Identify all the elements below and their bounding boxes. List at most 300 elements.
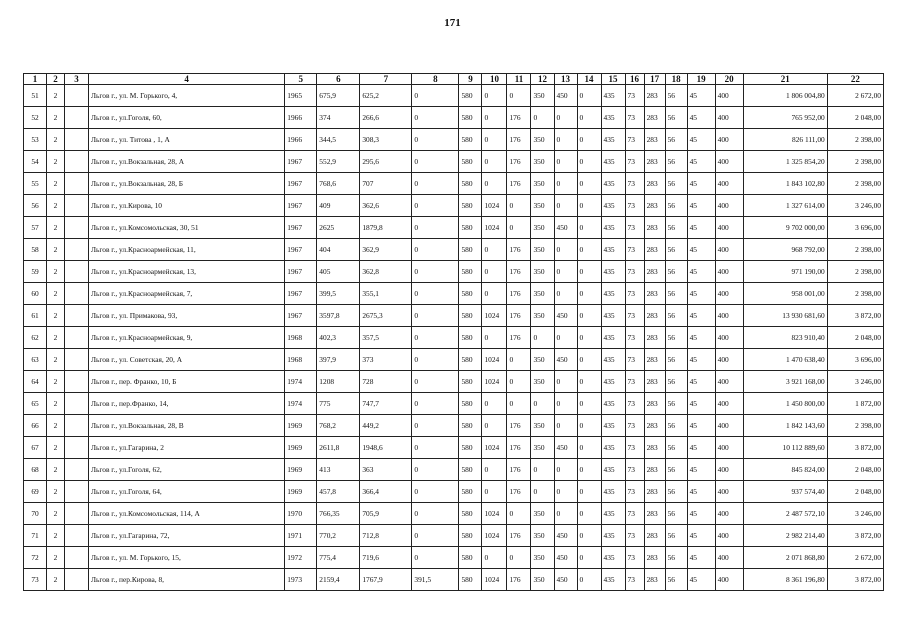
table-cell (65, 283, 89, 305)
table-cell: 0 (554, 371, 577, 393)
table-cell: 1 843 102,80 (743, 173, 827, 195)
table-cell: Льгов г., ул.Гоголя, 64, (89, 481, 285, 503)
table-cell: 435 (601, 371, 625, 393)
table-row (24, 173, 884, 195)
table-cell: 2 (47, 261, 65, 283)
table-cell: 1 450 800,00 (743, 393, 827, 415)
table-cell: 0 (507, 349, 531, 371)
table-cell (65, 525, 89, 547)
table-cell: 0 (531, 481, 554, 503)
table-cell: 3 246,00 (827, 371, 883, 393)
table-cell: 283 (644, 371, 665, 393)
table-cell: 409 (317, 195, 360, 217)
table-cell: 350 (531, 569, 554, 591)
table-cell: 283 (644, 437, 665, 459)
table-cell: 176 (507, 481, 531, 503)
table-cell: Льгов г., ул.Красноармейская, 7, (89, 283, 285, 305)
table-row (24, 195, 884, 217)
table-cell: 0 (531, 107, 554, 129)
table-cell: 52 (24, 107, 47, 129)
table-cell: 59 (24, 261, 47, 283)
table-cell: 0 (412, 393, 459, 415)
table-row (24, 85, 884, 107)
table-cell: 2 (47, 525, 65, 547)
table-row (24, 547, 884, 569)
table-cell: 400 (715, 85, 743, 107)
table-cell: 176 (507, 327, 531, 349)
table-cell: 2 (47, 459, 65, 481)
table-cell: 45 (687, 459, 715, 481)
table-cell: 0 (482, 481, 507, 503)
column-header: 6 (317, 74, 360, 85)
table-cell: 1969 (285, 415, 317, 437)
table-cell (65, 151, 89, 173)
table-cell: 308,3 (360, 129, 412, 151)
table-cell: 971 190,00 (743, 261, 827, 283)
table-cell: Льгов г., ул.Комсомольская, 30, 51 (89, 217, 285, 239)
table-cell: 10 112 889,60 (743, 437, 827, 459)
table-cell: 2 398,00 (827, 415, 883, 437)
table-cell: 435 (601, 503, 625, 525)
table-cell: 362,8 (360, 261, 412, 283)
table-cell: 1024 (482, 349, 507, 371)
table-cell: Льгов г., ул.Красноармейская, 13, (89, 261, 285, 283)
table-cell: 580 (459, 349, 482, 371)
table-cell: 2 (47, 327, 65, 349)
table-cell: 0 (507, 547, 531, 569)
table-cell: 176 (507, 525, 531, 547)
table-row (24, 415, 884, 437)
table-cell: 45 (687, 261, 715, 283)
table-cell: 707 (360, 173, 412, 195)
table-cell: 0 (482, 173, 507, 195)
table-cell: 625,2 (360, 85, 412, 107)
table-cell: 580 (459, 481, 482, 503)
table-cell: 768,2 (317, 415, 360, 437)
table-cell: 73 (625, 107, 644, 129)
table-cell: 13 930 681,60 (743, 305, 827, 327)
table-cell: 56 (665, 525, 687, 547)
table-cell: 64 (24, 371, 47, 393)
table-cell: Льгов г., ул.Вокзальная, 28, В (89, 415, 285, 437)
table-cell: 350 (531, 261, 554, 283)
table-cell: 73 (625, 393, 644, 415)
table-cell: 70 (24, 503, 47, 525)
column-header: 1 (24, 74, 47, 85)
table-cell: 435 (601, 393, 625, 415)
table-cell: 56 (665, 437, 687, 459)
table-cell (65, 195, 89, 217)
table-cell: 2159,4 (317, 569, 360, 591)
table-cell: 400 (715, 371, 743, 393)
table-cell: 62 (24, 327, 47, 349)
table-cell: 400 (715, 349, 743, 371)
table-cell: 56 (665, 283, 687, 305)
table-cell: 73 (625, 151, 644, 173)
table-cell: Льгов г., ул.Кирова, 10 (89, 195, 285, 217)
table-cell: 8 361 196,80 (743, 569, 827, 591)
table-cell: 958 001,00 (743, 283, 827, 305)
table-cell: Льгов г., ул.Комсомольская, 114, А (89, 503, 285, 525)
table-row (24, 129, 884, 151)
table-cell: 176 (507, 151, 531, 173)
table-row (24, 503, 884, 525)
table-row (24, 525, 884, 547)
table-cell: 176 (507, 305, 531, 327)
table-cell: 435 (601, 107, 625, 129)
table-cell: 766,35 (317, 503, 360, 525)
table-row (24, 283, 884, 305)
table-cell: 2 (47, 239, 65, 261)
table-cell: 350 (531, 129, 554, 151)
table-cell: 0 (482, 283, 507, 305)
table-cell: 0 (412, 305, 459, 327)
table-cell: 0 (577, 415, 601, 437)
table-cell: 362,6 (360, 195, 412, 217)
table-cell: 450 (554, 349, 577, 371)
table-cell: 0 (412, 129, 459, 151)
table-cell: 0 (412, 437, 459, 459)
column-header: 16 (625, 74, 644, 85)
table-cell: 580 (459, 371, 482, 393)
table-cell: 45 (687, 107, 715, 129)
column-header: 14 (577, 74, 601, 85)
table-row (24, 107, 884, 129)
table-cell: 73 (625, 371, 644, 393)
table-cell: 283 (644, 217, 665, 239)
table-cell: 0 (412, 459, 459, 481)
table-cell: 400 (715, 503, 743, 525)
table-cell: 73 (625, 283, 644, 305)
table-cell: 350 (531, 437, 554, 459)
table-cell: 1208 (317, 371, 360, 393)
table-cell: 0 (482, 239, 507, 261)
table-cell: 2 (47, 283, 65, 305)
table-cell: 826 111,00 (743, 129, 827, 151)
table-cell: Льгов г., ул.Вокзальная, 28, Б (89, 173, 285, 195)
table-cell: 1974 (285, 371, 317, 393)
table-cell: 0 (482, 85, 507, 107)
table-cell: 1024 (482, 503, 507, 525)
table-cell (65, 261, 89, 283)
table-cell: 0 (531, 393, 554, 415)
table-cell: 2 (47, 217, 65, 239)
table-cell: 2 048,00 (827, 459, 883, 481)
table-cell: 350 (531, 371, 554, 393)
table-cell: 73 (625, 459, 644, 481)
table-cell: 350 (531, 85, 554, 107)
table-cell: 400 (715, 195, 743, 217)
table-cell: 176 (507, 173, 531, 195)
table-cell: 2 (47, 437, 65, 459)
table-cell: 374 (317, 107, 360, 129)
table-cell: 0 (554, 415, 577, 437)
table-cell: 0 (554, 195, 577, 217)
table-cell: 0 (412, 107, 459, 129)
table-cell: 56 (665, 239, 687, 261)
table-cell (65, 503, 89, 525)
table-cell: 350 (531, 217, 554, 239)
table-cell: 450 (554, 85, 577, 107)
table-cell: 823 910,40 (743, 327, 827, 349)
table-cell: 73 (625, 415, 644, 437)
table-cell: 71 (24, 525, 47, 547)
table-cell (65, 107, 89, 129)
table-cell: 3 696,00 (827, 349, 883, 371)
table-cell: 0 (482, 151, 507, 173)
table-cell: 580 (459, 415, 482, 437)
table-cell: 0 (412, 503, 459, 525)
table-cell: 705,9 (360, 503, 412, 525)
table-cell: 405 (317, 261, 360, 283)
table-row (24, 217, 884, 239)
table-cell: 2 (47, 305, 65, 327)
table-cell: 435 (601, 85, 625, 107)
table-cell: 366,4 (360, 481, 412, 503)
table-cell (65, 547, 89, 569)
table-cell: 580 (459, 85, 482, 107)
table-cell: 0 (554, 107, 577, 129)
table-cell: 2 048,00 (827, 107, 883, 129)
table-cell: 0 (554, 283, 577, 305)
table-cell: 176 (507, 283, 531, 305)
table-cell: 728 (360, 371, 412, 393)
header-row (24, 74, 884, 85)
table-cell: 3597,8 (317, 305, 360, 327)
table-cell: 350 (531, 283, 554, 305)
table-cell: 1948,6 (360, 437, 412, 459)
table-cell: 283 (644, 85, 665, 107)
table-cell: 580 (459, 305, 482, 327)
table-body (24, 85, 884, 591)
table-cell: 1967 (285, 217, 317, 239)
table-cell: 45 (687, 569, 715, 591)
table-cell (65, 173, 89, 195)
table-cell: 450 (554, 547, 577, 569)
housing-register-table (23, 73, 884, 591)
table-cell: 0 (507, 371, 531, 393)
table-cell: 0 (577, 525, 601, 547)
table-cell: 56 (665, 371, 687, 393)
table-cell: 0 (507, 85, 531, 107)
table-cell: 73 (625, 261, 644, 283)
table-cell: 2 (47, 85, 65, 107)
table-cell: 283 (644, 107, 665, 129)
table-cell: 0 (412, 525, 459, 547)
table-cell (65, 129, 89, 151)
table-cell: 350 (531, 305, 554, 327)
table-cell: 435 (601, 415, 625, 437)
table-cell: Льгов г., ул. Примакова, 93, (89, 305, 285, 327)
table-cell: 56 (665, 481, 687, 503)
table-cell: 283 (644, 525, 665, 547)
table-cell (65, 327, 89, 349)
table-row (24, 305, 884, 327)
table-cell: 0 (482, 327, 507, 349)
table-cell: 0 (531, 327, 554, 349)
table-cell: 73 (625, 195, 644, 217)
table-cell: 1024 (482, 371, 507, 393)
table-cell: 0 (482, 261, 507, 283)
table-cell: Льгов г., ул.Гагарина, 2 (89, 437, 285, 459)
table-cell: 2 (47, 393, 65, 415)
table-cell: 362,9 (360, 239, 412, 261)
table-cell: 1967 (285, 173, 317, 195)
table-cell: 373 (360, 349, 412, 371)
table-cell: 0 (577, 107, 601, 129)
table-cell: 968 792,00 (743, 239, 827, 261)
table-cell: 580 (459, 569, 482, 591)
table-cell: 937 574,40 (743, 481, 827, 503)
table-cell: 45 (687, 525, 715, 547)
table-cell: 56 (665, 459, 687, 481)
table-cell: 435 (601, 481, 625, 503)
table-cell: 1024 (482, 195, 507, 217)
table-cell: 580 (459, 261, 482, 283)
table-cell: 1024 (482, 569, 507, 591)
table-cell: 56 (24, 195, 47, 217)
table-row (24, 569, 884, 591)
table-cell: 400 (715, 569, 743, 591)
table-cell: 450 (554, 305, 577, 327)
table-cell: 45 (687, 129, 715, 151)
table-cell: 355,1 (360, 283, 412, 305)
table-cell: 45 (687, 481, 715, 503)
table-cell: 45 (687, 85, 715, 107)
table-cell: 67 (24, 437, 47, 459)
table-cell: 0 (577, 393, 601, 415)
table-cell: 0 (554, 393, 577, 415)
table-cell: 45 (687, 327, 715, 349)
table-row (24, 459, 884, 481)
table-cell: Льгов г., ул.Вокзальная, 28, А (89, 151, 285, 173)
table-cell: 350 (531, 503, 554, 525)
table-cell (65, 85, 89, 107)
table-cell: 56 (665, 393, 687, 415)
table-cell: 61 (24, 305, 47, 327)
table-row (24, 481, 884, 503)
table-cell: 2 398,00 (827, 239, 883, 261)
table-cell: 56 (665, 217, 687, 239)
table-cell: 1974 (285, 393, 317, 415)
column-header: 19 (687, 74, 715, 85)
table-cell: 1973 (285, 569, 317, 591)
table-cell: 845 824,00 (743, 459, 827, 481)
table-cell: 2 071 868,80 (743, 547, 827, 569)
column-header: 3 (65, 74, 89, 85)
page-number: 171 (444, 17, 461, 29)
table-cell: 283 (644, 503, 665, 525)
table-cell: 450 (554, 525, 577, 547)
table-cell: 56 (665, 129, 687, 151)
table-cell: Льгов г., ул.Красноармейская, 9, (89, 327, 285, 349)
table-cell: 3 872,00 (827, 305, 883, 327)
table-cell: 2 398,00 (827, 151, 883, 173)
table-cell: 0 (554, 327, 577, 349)
table-cell: 3 921 168,00 (743, 371, 827, 393)
table-cell: 400 (715, 437, 743, 459)
table-cell: 0 (482, 393, 507, 415)
table-cell: 55 (24, 173, 47, 195)
table-cell: 435 (601, 173, 625, 195)
table-cell: 435 (601, 305, 625, 327)
table-cell: 2 398,00 (827, 283, 883, 305)
table-cell: 413 (317, 459, 360, 481)
table-cell: 1024 (482, 217, 507, 239)
table-cell: 45 (687, 415, 715, 437)
table-cell: 712,8 (360, 525, 412, 547)
table-cell: 399,5 (317, 283, 360, 305)
table-cell: 56 (665, 85, 687, 107)
table-cell: 400 (715, 327, 743, 349)
table-cell: 404 (317, 239, 360, 261)
table-cell: 0 (507, 217, 531, 239)
table-cell: 0 (577, 151, 601, 173)
table-cell: 283 (644, 459, 665, 481)
table-cell: 580 (459, 107, 482, 129)
table-cell: 1 470 638,40 (743, 349, 827, 371)
table-cell: 283 (644, 283, 665, 305)
table-cell: 0 (482, 415, 507, 437)
table-cell: 775,4 (317, 547, 360, 569)
table-cell: Льгов г., пер.Франко, 14, (89, 393, 285, 415)
column-header: 12 (531, 74, 554, 85)
table-cell: 45 (687, 393, 715, 415)
table-cell: 435 (601, 129, 625, 151)
table-cell: 435 (601, 437, 625, 459)
table-cell: 0 (554, 151, 577, 173)
table-cell: 400 (715, 151, 743, 173)
table-cell: 0 (577, 371, 601, 393)
column-header: 2 (47, 74, 65, 85)
table-cell: 45 (687, 305, 715, 327)
table-cell: 435 (601, 459, 625, 481)
table-cell: 176 (507, 437, 531, 459)
column-header: 21 (743, 74, 827, 85)
table-cell: 2 (47, 151, 65, 173)
column-header: 5 (285, 74, 317, 85)
table-cell: 768,6 (317, 173, 360, 195)
table-cell: 56 (665, 349, 687, 371)
table-cell: 552,9 (317, 151, 360, 173)
table-cell: 580 (459, 283, 482, 305)
table-cell: 3 246,00 (827, 503, 883, 525)
table-cell: 3 872,00 (827, 525, 883, 547)
table-cell: 435 (601, 349, 625, 371)
table-cell: 176 (507, 569, 531, 591)
table-cell: 73 (625, 547, 644, 569)
table-cell: 56 (665, 547, 687, 569)
table-cell: 400 (715, 481, 743, 503)
table-cell: 2 (47, 503, 65, 525)
table-cell: 350 (531, 151, 554, 173)
table-cell: 0 (482, 107, 507, 129)
table-cell: 400 (715, 547, 743, 569)
table-cell: 350 (531, 525, 554, 547)
table-cell: 0 (554, 239, 577, 261)
table-cell: 2 048,00 (827, 327, 883, 349)
table-cell: 435 (601, 327, 625, 349)
table-cell: 391,5 (412, 569, 459, 591)
table-cell: 56 (665, 415, 687, 437)
column-header: 9 (459, 74, 482, 85)
table-cell: 0 (412, 217, 459, 239)
column-header: 10 (482, 74, 507, 85)
table-row (24, 393, 884, 415)
table-cell: 0 (577, 239, 601, 261)
table-cell: 0 (412, 349, 459, 371)
table-cell: 1967 (285, 283, 317, 305)
